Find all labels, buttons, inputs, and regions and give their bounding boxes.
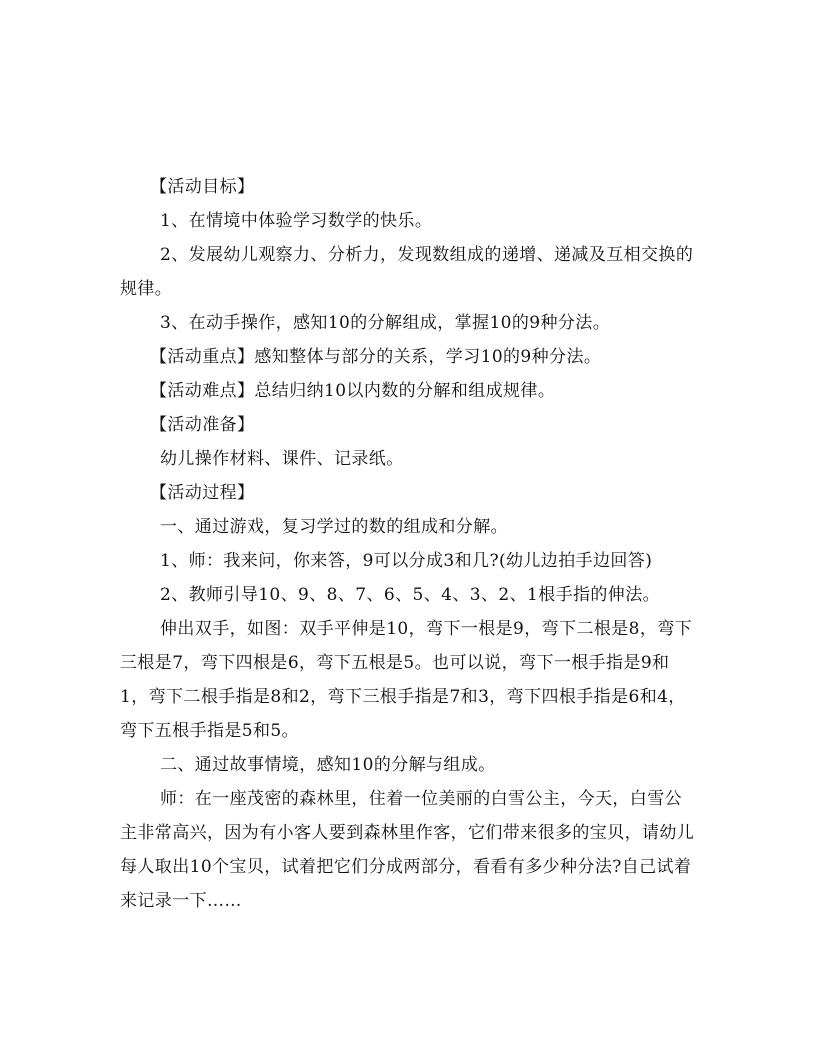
finger-explanation-paragraph: 伸出双手，如图：双手平伸是10，弯下一根是9，弯下二根是8，弯下三根是7，弯下四根是6，弯下五根是5。也可以说，弯下一根手指是9和1，弯下二根手指是8和2，弯下三根手指是7和3，弯下四根手指是6和4，弯下五根手指是5和5。 (120, 619, 693, 741)
process-step-1-title: 一、通过游戏，复习学过的数的组成和分解。 (160, 517, 508, 537)
section-heading-activity-goals: 【活动目标】 (150, 177, 255, 197)
activity-focus-paragraph: 【活动重点】感知整体与部分的关系，学习10的9种分法。 (150, 347, 602, 367)
goal-item-3: 3、在动手操作，感知10的分解组成，掌握10的9种分法。 (160, 313, 611, 333)
process-step-1-item-2: 2、教师引导10、9、8、7、6、5、4、3、2、1根手指的伸法。 (160, 585, 660, 605)
story-paragraph: 师：在一座茂密的森林里，住着一位美丽的白雪公主，今天，白雪公主非常高兴，因为有小客人要到森林里作客，它们带来很多的宝贝，请幼儿每人取出10个宝贝，试着把它们分成两部分，看看有多少种分法?自己试着来记录一下…… (120, 789, 695, 911)
goal-item-2: 2、发展幼儿观察力、分析力，发现数组成的递增、递减及互相交换的规律。 (120, 245, 694, 299)
process-step-1-item-1: 1、师：我来问，你来答，9可以分成3和几?(幼儿边拍手边回答) (160, 551, 653, 571)
document-body (120, 170, 696, 918)
goal-item-1: 1、在情境中体验学习数学的快乐。 (160, 211, 433, 231)
activity-difficulty-paragraph: 【活动难点】总结归纳10以内数的分解和组成规律。 (150, 381, 556, 401)
process-step-2-title: 二、通过故事情境，感知10的分解与组成。 (160, 755, 496, 775)
preparation-materials: 幼儿操作材料、课件、记录纸。 (160, 449, 404, 469)
section-heading-activity-preparation: 【活动准备】 (150, 415, 255, 435)
section-heading-activity-process: 【活动过程】 (150, 483, 255, 503)
